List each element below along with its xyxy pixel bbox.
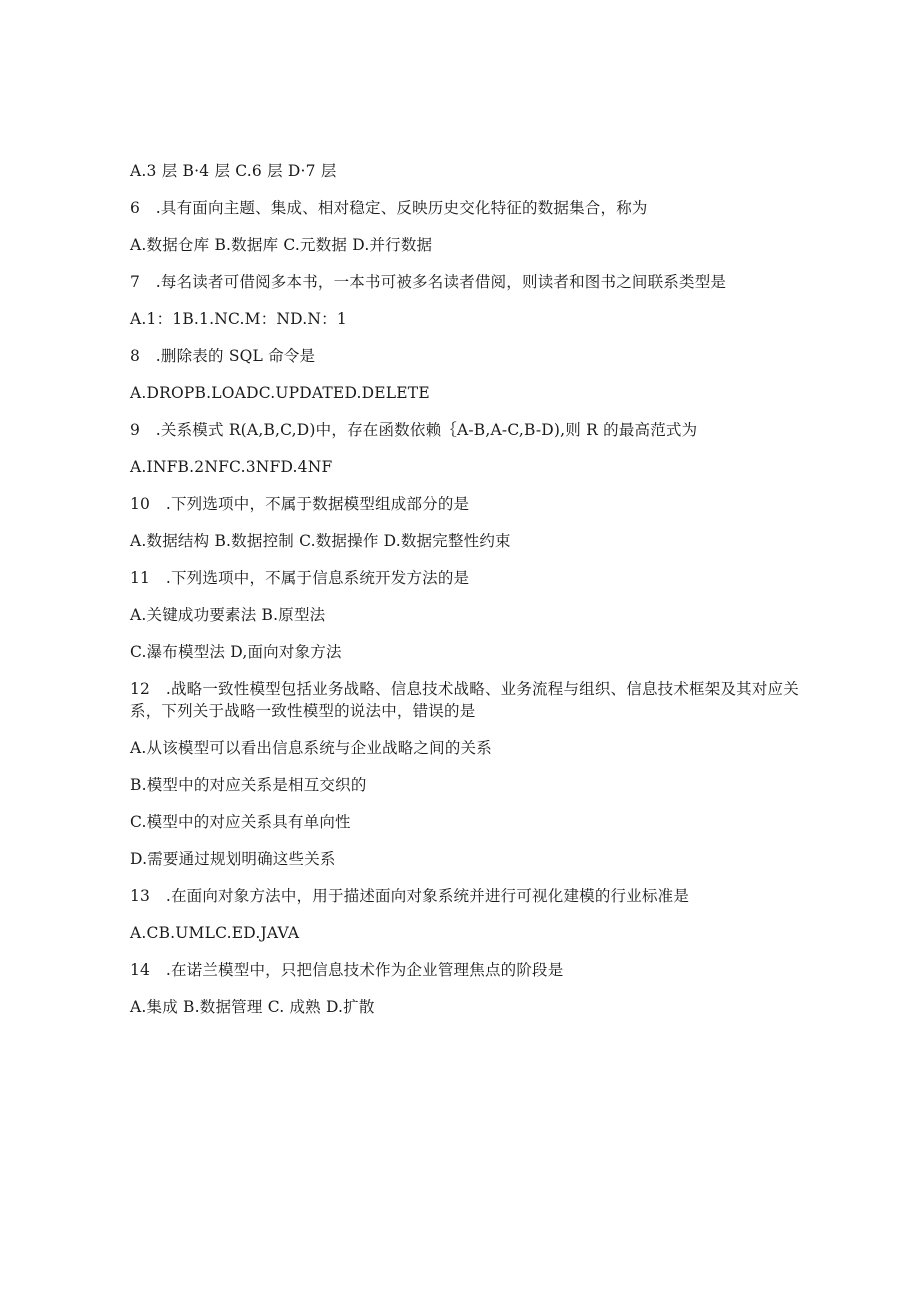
q9-options: A.INFB.2NFC.3NFD.4NF (130, 458, 333, 476)
q12-stem: 12 .战略一致性模型包括业务战略、信息技术战略、业务流程与组织、信息技术框架及其对应关系，下列关于战略一致性模型的说法中，错误的是 (130, 680, 799, 720)
q10-options: A.数据结构 B.数据控制 C.数据操作 D.数据完整性约束 (130, 532, 511, 550)
exam-questions (130, 160, 810, 1033)
q7-stem: 7 .每名读者可借阅多本书，一本书可被多名读者借阅，则读者和图书之间联系类型是 (130, 273, 727, 291)
q7-options: A.1：1B.1.NC.M：ND.N：1 (130, 310, 347, 328)
q6-options: A.数据仓库 B.数据库 C.元数据 D.并行数据 (130, 236, 433, 254)
q14-options: A.集成 B.数据管理 C. 成熟 D.扩散 (130, 998, 375, 1016)
q8-stem: 8 .删除表的 SQL 命令是 (130, 347, 316, 365)
q10-stem: 10 .下列选项中，不属于数据模型组成部分的是 (130, 495, 470, 513)
q13-options: A.CB.UMLC.ED.JAVA (130, 924, 300, 942)
q11-stem: 11 .下列选项中，不属于信息系统开发方法的是 (130, 569, 470, 587)
q12-option-a: A.从该模型可以看出信息系统与企业战略之间的关系 (130, 739, 492, 757)
q12-option-c: C.模型中的对应关系具有单向性 (130, 813, 351, 831)
q14-stem: 14 .在诺兰模型中，只把信息技术作为企业管理焦点的阶段是 (130, 961, 564, 979)
q12-option-d: D.需要通过规划明确这些关系 (130, 850, 336, 868)
q12-option-b: B.模型中的对应关系是相互交织的 (130, 776, 367, 794)
q5-options: A.3 层 B·4 层 C.6 层 D·7 层 (130, 162, 337, 180)
q8-options: A.DROPB.LOADC.UPDATED.DELETE (130, 384, 430, 402)
q13-stem: 13 .在面向对象方法中，用于描述面向对象系统并进行可视化建模的行业标准是 (130, 887, 690, 905)
q6-stem: 6 .具有面向主题、集成、相对稳定、反映历史交化特征的数据集合，称为 (130, 199, 648, 217)
q11-options-row1: A.关键成功要素法 B.原型法 (130, 606, 326, 624)
q9-stem: 9 .关系模式 R(A,B,C,D)中，存在函数依赖｛A-B,A-C,B-D),则 R 的最高范式为 (130, 421, 698, 439)
q11-options-row2: C.瀑布模型法 D,面向对象方法 (130, 643, 342, 661)
